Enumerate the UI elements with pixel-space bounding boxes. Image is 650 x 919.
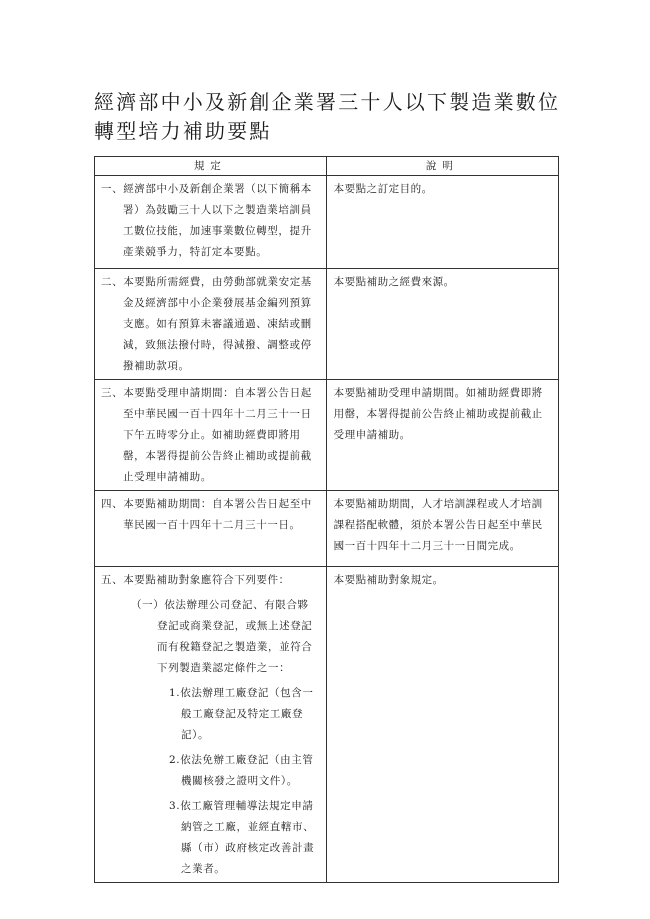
table-row bbox=[95, 380, 559, 491]
explanation-text: 本要點之訂定目的。 bbox=[333, 183, 433, 195]
regulation-text: 三、本要點受理申請期間：自本署公告日起至中華民國一百十四年十二月三十一日下午五時零分止。如補助經費即將用罄，本署得提前公告終止補助或提前截止受理申請補助。 bbox=[101, 387, 312, 483]
regulation-text: 五、本要點補助對象應符合下列要件： bbox=[101, 574, 290, 586]
explanation-text: 本要點補助之經費來源。 bbox=[333, 276, 455, 288]
explanation-text: 本要點補助受理申請期間。如補助經費即將用罄，本署得提前公告終止補助或提前截止受理申請補助。 bbox=[333, 387, 543, 441]
header-regulation: 規定 bbox=[95, 157, 327, 176]
regulation-subitem: 3.依工廠管理輔導法規定申請納管之工廠，並經直轄市、縣（市）政府核定改善計畫之業者。 bbox=[169, 800, 315, 875]
header-explanation: 說明 bbox=[326, 157, 558, 176]
table-row bbox=[95, 491, 559, 567]
explanation-text: 本要點補助期間，人才培訓課程或人才培訓課程搭配軟體，須於本署公告日起至中華民國一百十四年十二月三十一日間完成。 bbox=[333, 498, 543, 552]
regulation-subitem: 2.依法免辦工廠登記（由主管機關核發之證明文件）。 bbox=[169, 754, 314, 787]
table-row bbox=[95, 567, 559, 883]
regulation-table bbox=[94, 156, 559, 883]
regulation-subitem: 1.依法辦理工廠登記（包含一般工廠登記及特定工廠登記）。 bbox=[169, 687, 314, 741]
table-row bbox=[95, 269, 559, 380]
regulation-text: 四、本要點補助期間：自本署公告日起至中華民國一百十四年十二月三十一日。 bbox=[101, 498, 312, 531]
table-row bbox=[95, 176, 559, 269]
table-header-row bbox=[95, 157, 559, 176]
regulation-text: 一、經濟部中小及新創企業署（以下簡稱本署）為鼓勵三十人以下之製造業培訓員工數位技能，加速事業數位轉型，提升產業競爭力，特訂定本要點。 bbox=[101, 183, 312, 258]
explanation-text: 本要點補助對象規定。 bbox=[333, 574, 444, 586]
document-title: 經濟部中小及新創企業署三十人以下製造業數位轉型培力補助要點 bbox=[94, 90, 561, 143]
regulation-subclause: （一）依法辦理公司登記、有限合夥登記或商業登記，或無上述登記而有稅籍登記之製造業，並符合下列製造業認定條件之一： bbox=[131, 599, 313, 674]
regulation-text: 二、本要點所需經費，由勞動部就業安定基金及經濟部中小企業發展基金編列預算支應。如有預算未審議通過、凍結或刪減，致無法撥付時，得減撥、調整或停撥補助款項。 bbox=[101, 276, 312, 372]
